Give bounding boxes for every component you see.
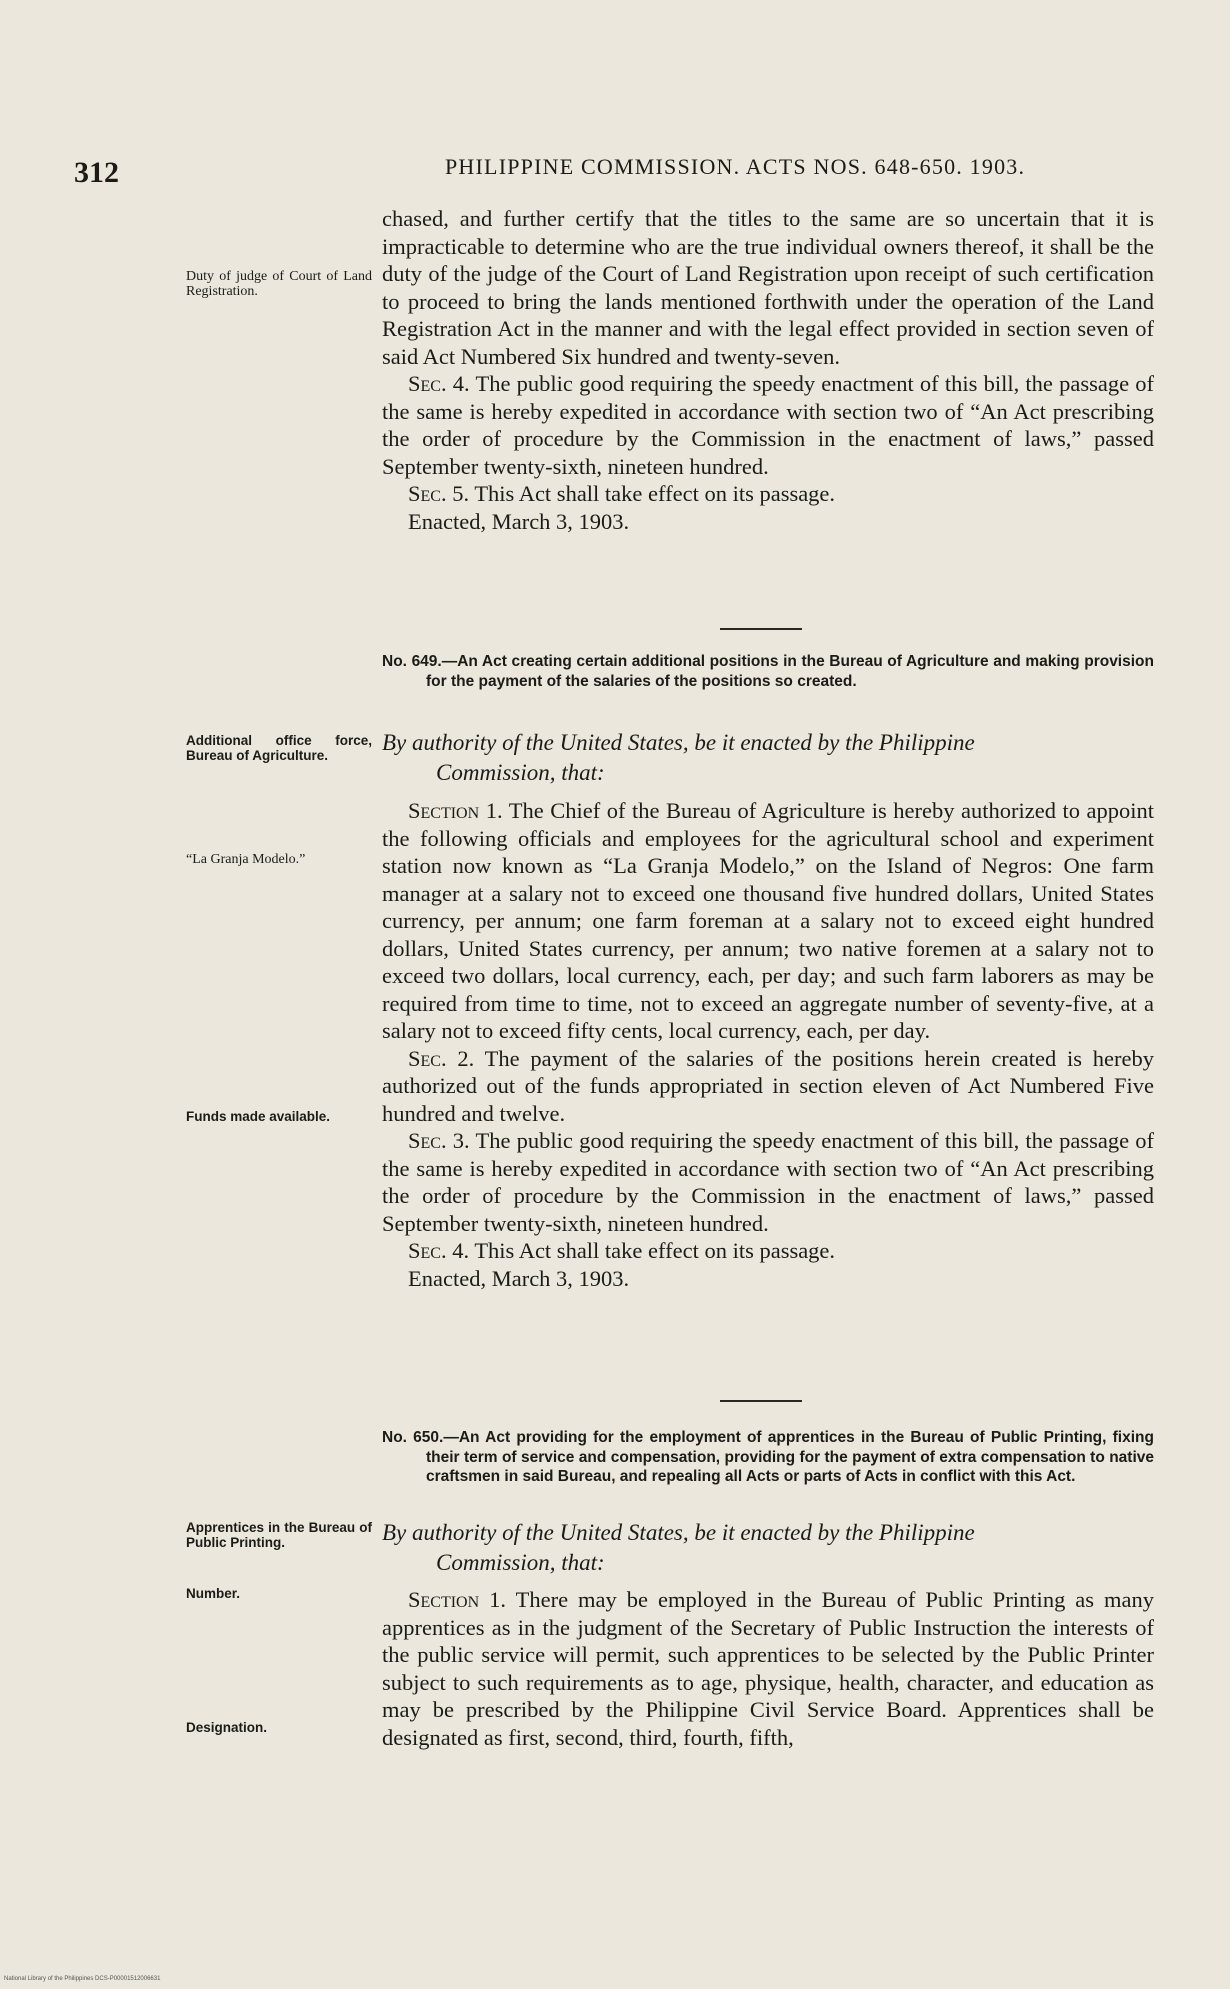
act-title: —An Act providing for the employment of apprentices in the Bureau of Public Printing, fixing their term of service and compensation, providing for the payment of extra compensation to native craftsmen in said Bureau, and repealing all Acts or parts of Acts in conflict with this Act.: [426, 1429, 1154, 1485]
act-648-enacted: Enacted, March 3, 1903.: [408, 508, 630, 534]
act-number: No. 649.: [382, 653, 442, 670]
act-649-section-4: [382, 1237, 1154, 1265]
act-649-body: [382, 797, 1154, 1292]
enacting-line-2: Commission, that:: [436, 760, 605, 785]
act-title: —An Act creating certain additional positions in the Bureau of Agriculture and making provision for the payment of the salaries of the positions so created.: [426, 653, 1154, 690]
running-head: PHILIPPINE COMMISSION. ACTS NOS. 648-650. 1903.: [445, 154, 1026, 179]
section-text: The Chief of the Bureau of Agriculture is hereby authorized to appoint the following officials and employees for the agricultural school and experiment station now known as “La Granja Modelo,” on the Island of Negros: One farm manager at a salary not to exceed one thousand five hundred dollars, United States currency, per annum; one farm foreman at a salary not to exceed eight hundred dollars, United States currency, per annum; two native foremen at a salary not to exceed two dollars, local currency, each, per day; and such farm laborers as may be required from time to time, not to exceed an aggregate number of seventy-five, at a salary not to exceed fifty cents, local currency, each, per day.: [382, 798, 1155, 1043]
section-text: There may be employed in the Bureau of Public Printing as many apprentices as in the judgment of the Secretary of Public Instruction the interests of the public service will permit, such apprentices to be selected by the Public Printer subject to such requirements as to age, physique, health, character, and education as may be prescribed by the Philippine Civil Service Board. Apprentices shall be designated as first, second, third, fourth, fifth,: [382, 1587, 1155, 1750]
section-divider: [720, 1400, 802, 1402]
act-648-continuation: [382, 205, 1154, 535]
margin-note-number: Number.: [186, 1586, 241, 1601]
act-649-section-3: [382, 1127, 1154, 1237]
page-number: 312: [74, 156, 119, 189]
section-label: Sec. 3.: [408, 1128, 470, 1153]
section-text: This Act shall take effect on its passage.: [474, 1238, 836, 1263]
enacting-line-2: Commission, that:: [436, 1550, 605, 1575]
section-label: Sec. 2.: [408, 1045, 475, 1071]
act-649-enacting-clause: [382, 728, 1154, 788]
act-648-paragraph: chased, and further certify that the titles to the same are so uncertain that it is impracticable to determine who are the true individual owners thereof, it shall be the duty of the judge of the Court of Land Registration upon receipt of such certification to proceed to bring the lands mentioned forthwith under the operation of the Land Registration Act in the manner and with the legal effect provided in section seven of said Act Numbered Six hundred and twenty-seven.: [382, 206, 1154, 369]
margin-note-additional-office-force: Additional office force, Bureau of Agriculture.: [186, 733, 372, 763]
act-648-section-4: [382, 370, 1154, 480]
margin-note-duty-of-judge: Duty of judge of Court of Land Registration.: [186, 269, 372, 299]
margin-note-apprentices: Apprentices in the Bureau of Public Printing.: [186, 1520, 372, 1550]
act-650-body: [382, 1586, 1154, 1751]
section-text: The public good requiring the speedy enactment of this bill, the passage of the same is hereby expedited in accordance with section two of “An Act prescribing the order of procedure by the Commission in the enactment of laws,” passed September twenty-sixth, nineteen hundred.: [382, 1128, 1154, 1236]
section-label: Sec. 4.: [408, 1238, 470, 1263]
section-label: Section 1.: [408, 1587, 507, 1612]
section-text: The public good requiring the speedy enactment of this bill, the passage of the same is hereby expedited in accordance with section two of “An Act prescribing the order of procedure by the Commission in the enactment of laws,” passed September twenty-sixth, nineteen hundred.: [382, 371, 1154, 479]
act-649-heading: [382, 652, 1154, 691]
section-text: This Act shall take effect on its passage.: [474, 481, 836, 506]
section-label: Sec. 5.: [408, 481, 470, 506]
enacting-line-1: By authority of the United States, be it enacted by the Philippine: [382, 730, 975, 755]
section-label: Section 1.: [408, 798, 503, 823]
act-649-section-2: [382, 1045, 1154, 1128]
section-text: The payment of the salaries of the positions herein created is hereby authorized out of the funds appropriated in section eleven of Act Numbered Five hundred and twelve.: [382, 1045, 1155, 1126]
act-649-section-1: [382, 797, 1154, 1045]
act-648-section-5: [382, 480, 1154, 508]
act-650-enacting-clause: [382, 1518, 1154, 1578]
section-label: Sec. 4.: [408, 371, 470, 396]
act-number: No. 650.: [382, 1429, 444, 1446]
enacting-line-1: By authority of the United States, be it enacted by the Philippine: [382, 1520, 975, 1545]
act-649-enacted: Enacted, March 3, 1903.: [408, 1265, 630, 1291]
margin-note-funds-made-available: Funds made available.: [186, 1109, 331, 1124]
act-650-heading: [382, 1428, 1154, 1487]
margin-note-designation: Designation.: [186, 1720, 268, 1735]
scan-credit: National Library of the Philippines DCS-P00001512006631: [4, 1976, 161, 1982]
margin-note-la-granja-modelo: “La Granja Modelo.”: [186, 852, 306, 867]
section-divider: [720, 628, 802, 630]
act-650-section-1: [382, 1586, 1154, 1751]
